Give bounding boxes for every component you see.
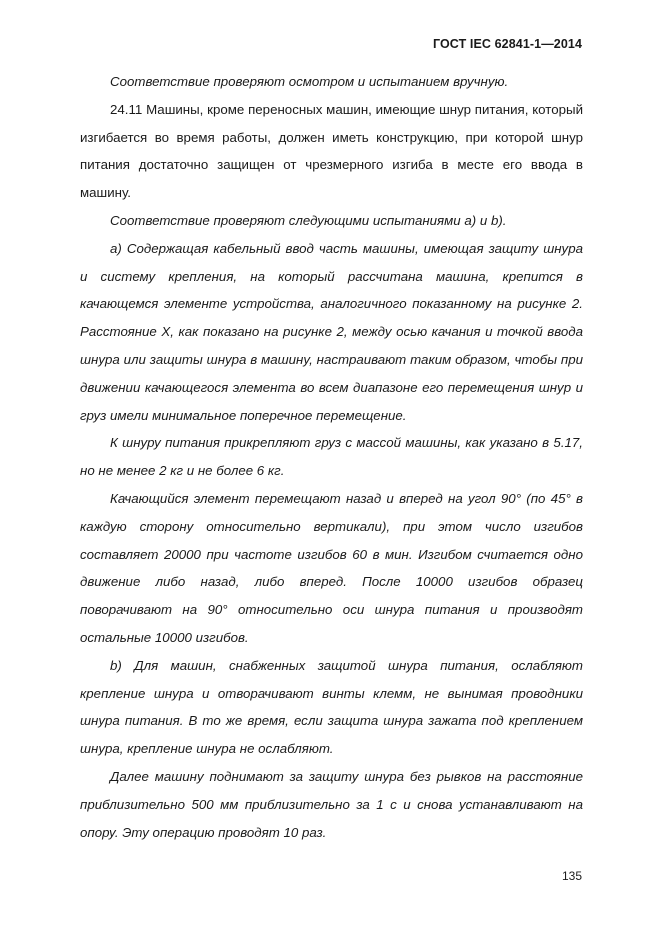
paragraph-compliance-inspection: Соответствие проверяют осмотром и испытанием вручную. [110,74,509,89]
paragraph-compliance-tests: Соответствие проверяют следующими испытаниями a) и b). [110,212,507,228]
paragraph-lifting: Далее машину поднимают за защиту шнура без рывков на расстояние приблизительно 500 мм приблизительно за 1 с и снова устанавливают на опору. Эту операцию проводят 10 раз. [80,768,583,840]
document-body [80,68,583,846]
standard-designation: ГОСТ IEC 62841-1—2014 [432,37,582,51]
page-number: 135 [561,869,582,883]
paragraph-clause-24-11: 24.11 Машины, кроме переносных машин, имеющие шнур питания, который изгибается во время работы, должен иметь конструкцию, при которой шнур питания достаточно защищен от чрезмерного изгиба в месте его ввода в машину. [80,101,583,201]
page-header [433,37,582,51]
paragraph-weight: К шнуру питания прикрепляют груз с массой машины, как указано в 5.17, но не менее 2 кг и не более 6 кг. [80,435,583,479]
paragraph-test-b: b) Для машин, снабженных защитой шнура питания, ослабляют крепление шнура и отворачивают винты клемм, не вынимая проводники шнура питания. В то же время, если защита шнура зажата под креплением шнура, крепление шнура не ослабляют. [80,657,583,757]
paragraph-oscillation: Качающийся элемент перемещают назад и вперед на угол 90° (по 45° в каждую сторону относительно вертикали), при этом число изгибов составляет 20000 при частоте изгибов 60 в мин. Изгибом считается одно движение либо назад, либо вперед. После 10000 изгибов образец поворачивают на 90° относительно оси шнура питания и производят остальные 10000 изгибов. [80,490,583,645]
paragraph-test-a: a) Содержащая кабельный ввод часть машины, имеющая защиту шнура и систему крепления, на который рассчитана машина, крепится в качающемся элементе устройства, аналогичного показанному на рисунке 2. Расстояние X, как показано на рисунке 2, между осью качания и точкой ввода шнура или защиты шнура в машину, настраивают таким образом, чтобы при движении качающегося элемента во всем диапазоне его перемещения шнур и груз имели минимальное поперечное перемещение. [80,240,583,423]
